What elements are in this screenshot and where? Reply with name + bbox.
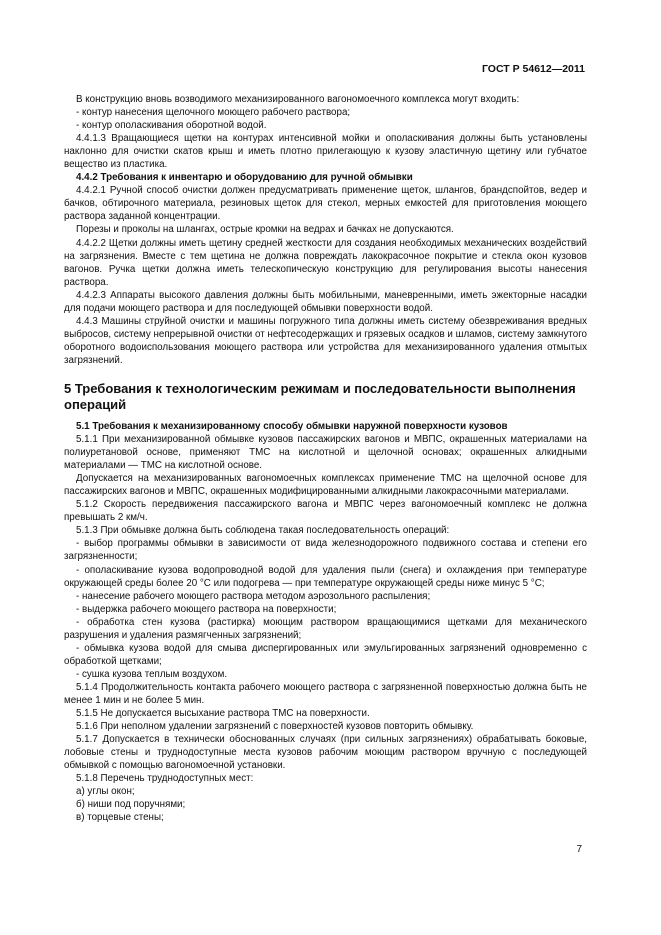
list-item: - нанесение рабочего моющего раствора методом аэрозольного распыления; [76,590,431,602]
list-item: а) углы окон; [76,786,135,798]
document-header: ГОСТ Р 54612—2011 [481,63,585,75]
clause-5-1-2: 5.1.2 Скорость передвижения пассажирского вагона и МВПС через вагономоечный комплекс не должна превышать 2 км/ч. [64,499,587,524]
paragraph: В конструкцию вновь возводимого механизированного вагономоечного комплекса могут входить: [76,94,520,105]
subsection-heading-5-1: 5.1 Требования к механизированному способу обмывки наружной поверхности кузовов [76,420,508,432]
clause-4-4-1-3: 4.4.1.3 Вращающиеся щетки на контурах интенсивной мойки и ополаскивания должны быть установлены наклонно для очистки скатов крыш и иметь плотно прилегающую к кузову эластичную щетину или губчатое вещество из пластика. [64,133,587,171]
list-item: - обмывка кузова водой для смыва диспергированных или эмульгированных загрязнений одновременно с обработкой щетками; [64,642,587,667]
document-body [64,93,587,824]
clause-5-1-1: 5.1.1 При механизированной обмывке кузовов пассажирских вагонов и МВПС, окрашенных материалами на полиуретановой основе, применяют ТМС на кислотной и щелочной основах; окрашенных алкидными материалами — ТМС на кислотной основе. [64,434,587,472]
clause-5-1-3: 5.1.3 При обмывке должна быть соблюдена такая последовательность операций: [76,525,450,537]
list-item: б) ниши под поручнями; [76,799,186,811]
clause-5-1-6: 5.1.6 При неполном удалении загрязнений с поверхностей кузовов повторить обмывку. [76,721,474,733]
subsection-heading-4-4-2: 4.4.2 Требования к инвентарю и оборудованию для ручной обмывки [76,172,413,184]
clause-4-4-2-3: 4.4.2.3 Аппараты высокого давления должны быть мобильными, маневренными, иметь эжекторные насадки для подачи моющего раствора и для последующей обмывки поверхности водой. [64,289,587,314]
clause-4-4-2-1: 4.4.2.1 Ручной способ очистки должен предусматривать применение щеток, шлангов, брандспойтов, ведер и бачков, обтирочного материала, резиновых щеток для стекол, мерных емкостей для приготовления моющего раствора заданной концентрации. [64,185,587,223]
clause-4-4-3: 4.4.3 Машины струйной очистки и машины погружного типа должны иметь систему обезвреживания вредных выбросов, систему непрерывной очистки от нефтесодержащих и грязевых осадков и шламов, систему замкнутого оборотного водоиспользования моющего раствора или устройства для механизированного удаления отмытых загрязнений. [64,315,587,366]
paragraph: Порезы и проколы на шлангах, острые кромки на ведрах и бачках не допускаются. [76,224,454,236]
section-heading-5: 5 Требования к технологическим режимам и последовательности выполнения операций [64,380,576,413]
clause-4-4-2-2: 4.4.2.2 Щетки должны иметь щетину средней жесткости для создания необходимых механических воздействий на загрязнения. Вместе с тем щетина не должна повреждать лакокрасочное покрытие и стекла окон кузовов вагонов. Ручка щетки должна иметь телескопическую конструкцию для регулирования высоты нанесения раствора. [64,237,587,288]
list-item: - выбор программы обмывки в зависимости от вида железнодорожного подвижного состава и степени его загрязненности; [64,538,587,563]
list-item: - обработка стен кузова (растирка) моющим раствором вращающимися щетками для механического разрушения и удаления размягченных загрязнений; [64,616,587,641]
page-number: 7 [576,844,582,855]
list-item: в) торцевые стены; [76,812,164,824]
list-item: - выдержка рабочего моющего раствора на поверхности; [76,603,337,615]
clause-5-1-8: 5.1.8 Перечень труднодоступных мест: [76,773,254,785]
list-item: - сушка кузова теплым воздухом. [76,668,228,680]
list-item: - контур ополаскивания оборотной водой. [76,120,267,132]
list-item: - ополаскивание кузова водопроводной водой для удаления пыли (снега) и охлаждения при температуре окружающей среды более 20 °С или подогрева — при температуре окружающей среды ниже минус 5 °С; [64,564,587,589]
paragraph: Допускается на механизированных вагономоечных комплексах применение ТМС на щелочной основе для пассажирских вагонов и МВПС, окрашенных модифицированными алкидными лакокрасочными материалами. [64,473,587,498]
clause-5-1-7: 5.1.7 Допускается в технически обоснованных случаях (при сильных загрязнениях) обрабатывать боковые, лобовые стены и труднодоступные места кузовов рабочим моющим раствором вручную с последующей обмывкой с помощью вагономоечной установки. [64,734,587,772]
clause-5-1-5: 5.1.5 Не допускается высыхание раствора ТМС на поверхности. [76,708,370,720]
list-item: - контур нанесения щелочного моющего рабочего раствора; [76,107,351,119]
clause-5-1-4: 5.1.4 Продолжительность контакта рабочего моющего раствора с загрязненной поверхностью должна быть не менее 1 мин и не более 5 мин. [64,681,587,706]
